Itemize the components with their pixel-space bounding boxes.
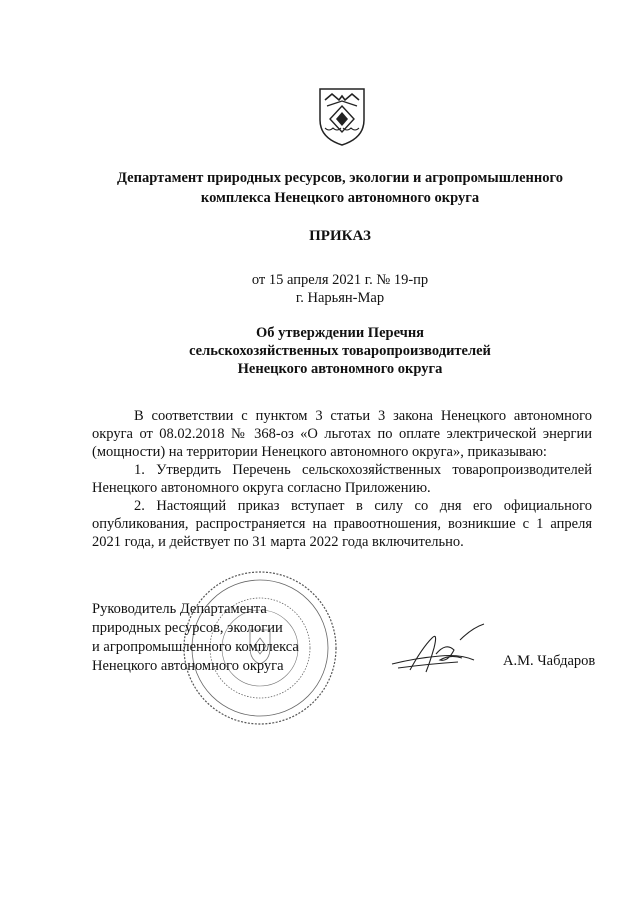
order-body [92,407,592,551]
coat-of-arms-icon [317,86,367,148]
signer-title [92,600,392,676]
department-line-2: комплекса Ненецкого автономного округа [200,190,480,206]
signer-name: А.М. Чабдаров [503,653,596,669]
order-date-number: от 15 апреля 2021 г. № 19-пр [251,272,429,288]
signer-title-line-1: Руководитель Департамента [92,601,267,617]
signer-title-line-4: Ненецкого автономного округа [92,658,284,674]
subject-line-3: Ненецкого автономного округа [237,361,443,377]
document-type-title: ПРИКАЗ [309,228,371,244]
order-city: г. Нарьян-Мар [295,290,385,306]
department-header [90,168,590,208]
department-line-1: Департамент природных ресурсов, экологии и агропромышленного [117,170,563,186]
order-subject [120,324,560,378]
order-item-1: 1. Утвердить Перечень сельскохозяйственных товаропроизводителей Ненецкого автономного округа согласно Приложению. [92,462,592,496]
signer-title-line-2: природных ресурсов, экологии [92,620,283,636]
signer-title-line-3: и агропромышленного комплекса [92,639,299,655]
preamble-paragraph: В соответствии с пунктом 3 статьи 3 закона Ненецкого автономного округа от 08.02.2018 № 368-оз «О льготах по оплате электрической энергии (мощности) на территории Ненецкого автономного округа», приказываю: [92,408,592,460]
order-item-2: 2. Настоящий приказ вступает в силу со дня его официального опубликования, распространяется на правоотношения, возникшие с 1 апреля 2021 года, и действует по 31 марта 2022 года включительно. [92,498,592,550]
subject-line-1: Об утверждении Перечня [255,325,425,341]
subject-line-2: сельскохозяйственных товаропроизводителей [189,343,491,359]
handwritten-signature [388,620,498,680]
